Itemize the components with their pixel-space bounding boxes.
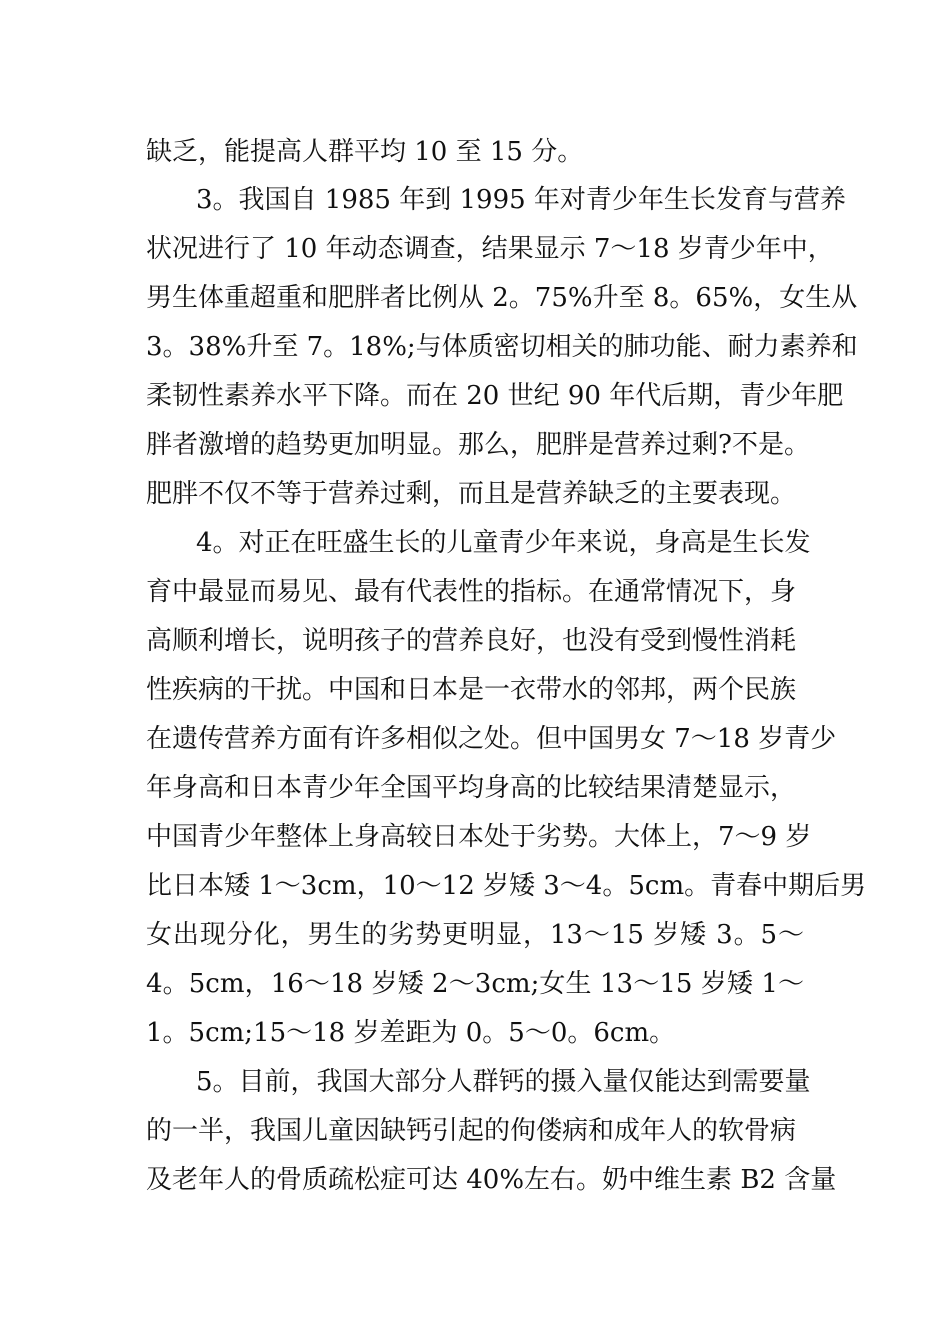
text-line: 性疾病的干扰。中国和日本是一衣带水的邻邦，两个民族	[146, 675, 797, 705]
text-line: 女出现分化，男生的劣势更明显，13～15 岁矮 3。5～	[146, 920, 804, 950]
text-line: 4。5cm，16～18 岁矮 2～3cm;女生 13～15 岁矮 1～	[146, 969, 804, 999]
text-line: 柔韧性素养水平下降。而在 20 世纪 90 年代后期，青少年肥	[146, 381, 844, 411]
text-line: 在遗传营养方面有许多相似之处。但中国男女 7～18 岁青少	[146, 724, 837, 754]
text-line: 育中最显而易见、最有代表性的指标。在通常情况下，身	[146, 577, 797, 607]
text-line: 比日本矮 1～3cm，10～12 岁矮 3～4。5cm。青春中期后男	[146, 871, 867, 901]
text-line: 的一半，我国儿童因缺钙引起的佝偻病和成年人的软骨病	[146, 1116, 797, 1146]
text-line: 年身高和日本青少年全国平均身高的比较结果清楚显示，	[146, 773, 797, 803]
text-line: 状况进行了 10 年动态调查，结果显示 7～18 岁青少年中，	[146, 234, 834, 264]
text-line: 缺乏，能提高人群平均 10 至 15 分。	[146, 137, 584, 167]
paragraph-4-line: 4。对正在旺盛生长的儿童青少年来说，身高是生长发	[196, 528, 811, 558]
paragraph-3-line: 3。我国自 1985 年到 1995 年对青少年生长发育与营养	[196, 185, 846, 215]
text-line: 中国青少年整体上身高较日本处于劣势。大体上，7～9 岁	[146, 822, 812, 852]
text-line: 男生体重超重和肥胖者比例从 2。75%升至 8。65%，女生从	[146, 283, 858, 313]
text-line: 胖者激增的趋势更加明显。那么，肥胖是营养过剩?不是。	[146, 430, 810, 460]
text-line: 高顺利增长，说明孩子的营养良好，也没有受到慢性消耗	[146, 626, 797, 656]
paragraph-5-line: 5。目前，我国大部分人群钙的摄入量仅能达到需要量	[196, 1067, 811, 1097]
text-line: 3。38%升至 7。18%;与体质密切相关的肺功能、耐力素养和	[146, 332, 858, 362]
text-line: 1。5cm;15～18 岁差距为 0。5～0。6cm。	[146, 1018, 676, 1048]
text-line: 及老年人的骨质疏松症可达 40%左右。奶中维生素 B2 含量	[146, 1165, 837, 1195]
text-line: 肥胖不仅不等于营养过剩，而且是营养缺乏的主要表现。	[146, 479, 797, 509]
